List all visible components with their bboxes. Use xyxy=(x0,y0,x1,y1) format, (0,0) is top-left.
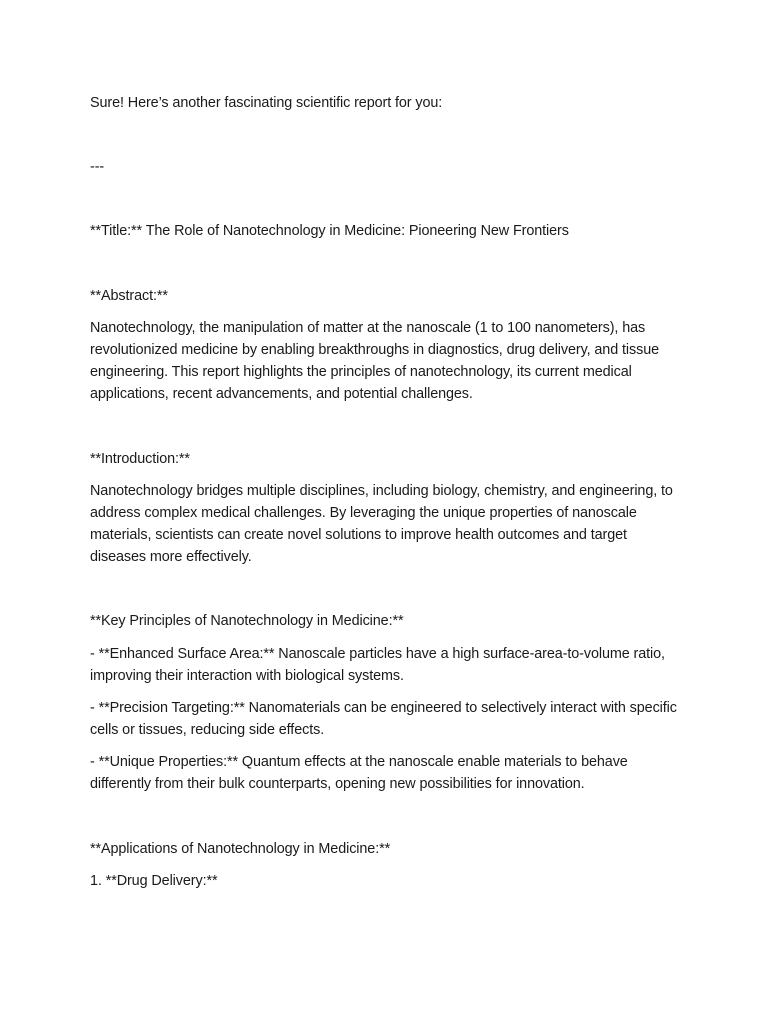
principle-item-unique-properties: - **Unique Properties:** Quantum effects at the nanoscale enable materials to behave differently from their bulk counterparts, opening new possibilities for innovation. xyxy=(90,754,628,792)
applications-heading: **Applications of Nanotechnology in Medicine:** xyxy=(90,841,391,857)
applications-item-drug-delivery: 1. **Drug Delivery:** xyxy=(90,873,218,889)
introduction-heading: **Introduction:** xyxy=(90,451,190,467)
principle-item-precision-targeting: - **Precision Targeting:** Nanomaterials can be engineered to selectively interact with specific cells or tissues, reducing side effects. xyxy=(90,700,677,738)
abstract-heading: **Abstract:** xyxy=(90,288,168,304)
principles-heading: **Key Principles of Nanotechnology in Medicine:** xyxy=(90,613,404,629)
principle-item-surface-area: - **Enhanced Surface Area:** Nanoscale particles have a high surface-area-to-volume ratio, improving their interaction with biological systems. xyxy=(90,646,665,684)
intro-line: Sure! Here’s another fascinating scientific report for you: xyxy=(90,95,443,111)
abstract-paragraph: Nanotechnology, the manipulation of matter at the nanoscale (1 to 100 nanometers), has revolutionized medicine by enabling breakthroughs in diagnostics, drug delivery, and tissue engineering. This report highlights the principles of nanotechnology, its current medical applications, recent advancements, and potential challenges. xyxy=(90,320,659,402)
introduction-paragraph: Nanotechnology bridges multiple disciplines, including biology, chemistry, and engineering, to address complex medical challenges. By leveraging the unique properties of nanoscale materials, scientists can create novel solutions to improve health outcomes and target diseases more effectively. xyxy=(90,483,673,565)
separator-line: --- xyxy=(90,159,105,175)
title-line: **Title:** The Role of Nanotechnology in Medicine: Pioneering New Frontiers xyxy=(90,223,569,239)
